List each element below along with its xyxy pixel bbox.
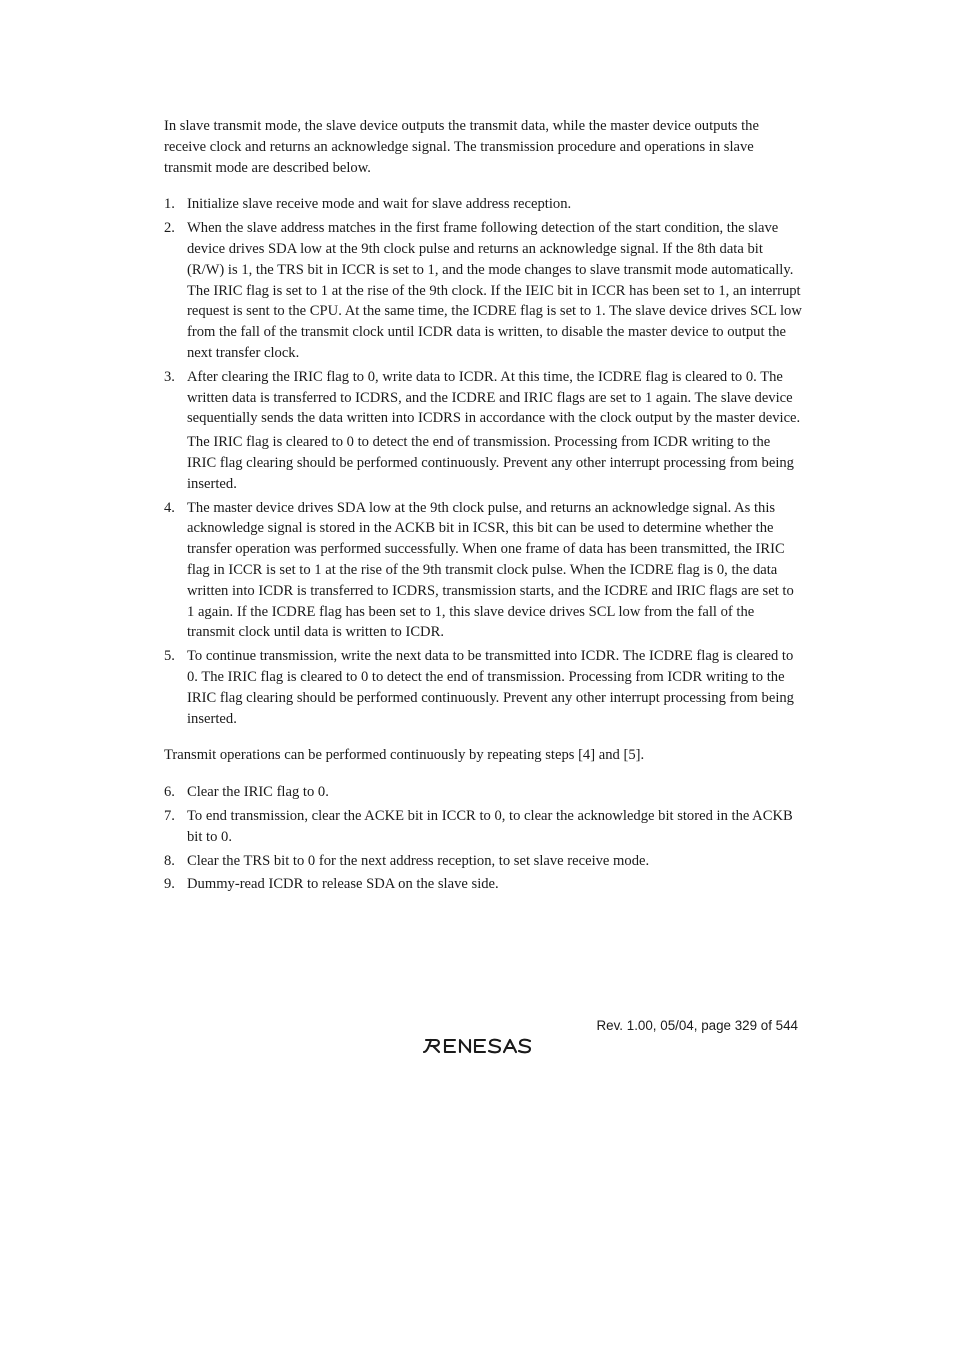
list-item <box>164 194 802 215</box>
step-paragraph: After clearing the IRIC flag to 0, write data to ICDR. At this time, the ICDRE flag is cleared to 0. The written data is transferred to ICDRS, and the ICDRE and IRIC flags are set to 1 again. The slave device sequentially sends the data written into ICDRS in accordance with the clock output by the master device. <box>187 368 801 427</box>
step-paragraph: Clear the IRIC flag to 0. <box>187 784 329 801</box>
step-text <box>187 218 802 364</box>
step-paragraph: Initialize slave receive mode and wait for slave address reception. <box>187 196 572 213</box>
step-number: 1. <box>164 196 175 213</box>
list-item <box>164 782 802 803</box>
list-item <box>164 874 802 895</box>
intro-paragraph: In slave transmit mode, the slave device outputs the transmit data, while the master device outputs the receive clock and returns an acknowledge signal. The transmission procedure and operations in slave transmit mode are described below. <box>164 118 759 176</box>
step-text <box>187 367 802 495</box>
list-item <box>164 646 802 729</box>
step-text <box>187 851 802 872</box>
list-item <box>164 218 802 364</box>
middle-paragraph: Transmit operations can be performed continuously by repeating steps [4] and [5]. <box>164 747 645 764</box>
step-paragraph: The IRIC flag is cleared to 0 to detect the end of transmission. Processing from ICDR writing to the IRIC flag clearing should be performed continuously. Prevent any other interrupt processing from being inserted. <box>187 434 794 492</box>
step-number: 7. <box>164 807 175 824</box>
step-text <box>187 498 802 644</box>
step-paragraph: When the slave address matches in the first frame following detection of the start condition, the slave device drives SDA low at the 9th clock pulse and returns an acknowledge signal. If the 8th data bit (R/W) is 1, the TRS bit in ICCR is set to 1, and the mode changes to slave transmit mode automatically. The IRIC flag is set to 1 at the rise of the 9th clock. If the IEIC bit in ICCR has been set to 1, an interrupt request is sent to the CPU. At the same time, the ICDRE flag is set to 1. The slave device drives SCL low from the fall of the transmit clock until ICDR data is written, to disable the master device to output the next transfer clock. <box>187 220 802 361</box>
list-item <box>164 498 802 644</box>
step-number: 6. <box>164 784 175 801</box>
list-item <box>164 851 802 872</box>
step-paragraph: The master device drives SDA low at the 9th clock pulse, and returns an acknowledge signal. As this acknowledge signal is stored in the ACKB bit in ICSR, this bit can be used to determine whether the transfer operation was performed successfully. When one frame of data has been transmitted, the IRIC flag in ICCR is set to 1 at the rise of the 9th transmit clock pulse. When the ICDRE flag is 0, the data written into ICDR is transferred to ICDRS, transmission starts, and the ICDRE and IRIC flags are set to 1 again. If the ICDRE flag has been set to 1, this slave device drives SCL low from the fall of the transmit clock until data is written to ICDR. <box>187 499 794 641</box>
step-paragraph: To end transmission, clear the ACKE bit in ICCR to 0, to clear the acknowledge bit stored in the ACKB bit to 0. <box>187 807 793 845</box>
list-item <box>164 367 802 495</box>
step-list-a <box>164 194 802 729</box>
step-text <box>187 194 802 215</box>
step-number: 8. <box>164 852 175 869</box>
step-number: 5. <box>164 648 175 665</box>
page-revision-info: Rev. 1.00, 05/04, page 329 of 544 <box>596 1018 798 1033</box>
step-text <box>187 806 802 848</box>
step-paragraph: Dummy-read ICDR to release SDA on the slave side. <box>187 876 499 893</box>
step-number: 4. <box>164 499 175 516</box>
document-body <box>164 116 802 911</box>
step-number: 9. <box>164 876 175 893</box>
list-item <box>164 806 802 848</box>
step-text <box>187 874 802 895</box>
step-text <box>187 782 802 803</box>
renesas-logo <box>423 1035 541 1057</box>
step-text <box>187 646 802 729</box>
step-list-b <box>164 782 802 895</box>
step-number: 2. <box>164 220 175 237</box>
step-number: 3. <box>164 368 175 385</box>
step-paragraph: Clear the TRS bit to 0 for the next address reception, to set slave receive mode. <box>187 852 650 869</box>
step-paragraph: To continue transmission, write the next data to be transmitted into ICDR. The ICDRE flag is cleared to 0. The IRIC flag is cleared to 0 to detect the end of transmission. Processing from ICDR writing to the IRIC flag clearing should be performed continuously. Prevent any other interrupt processing from being inserted. <box>187 648 794 727</box>
